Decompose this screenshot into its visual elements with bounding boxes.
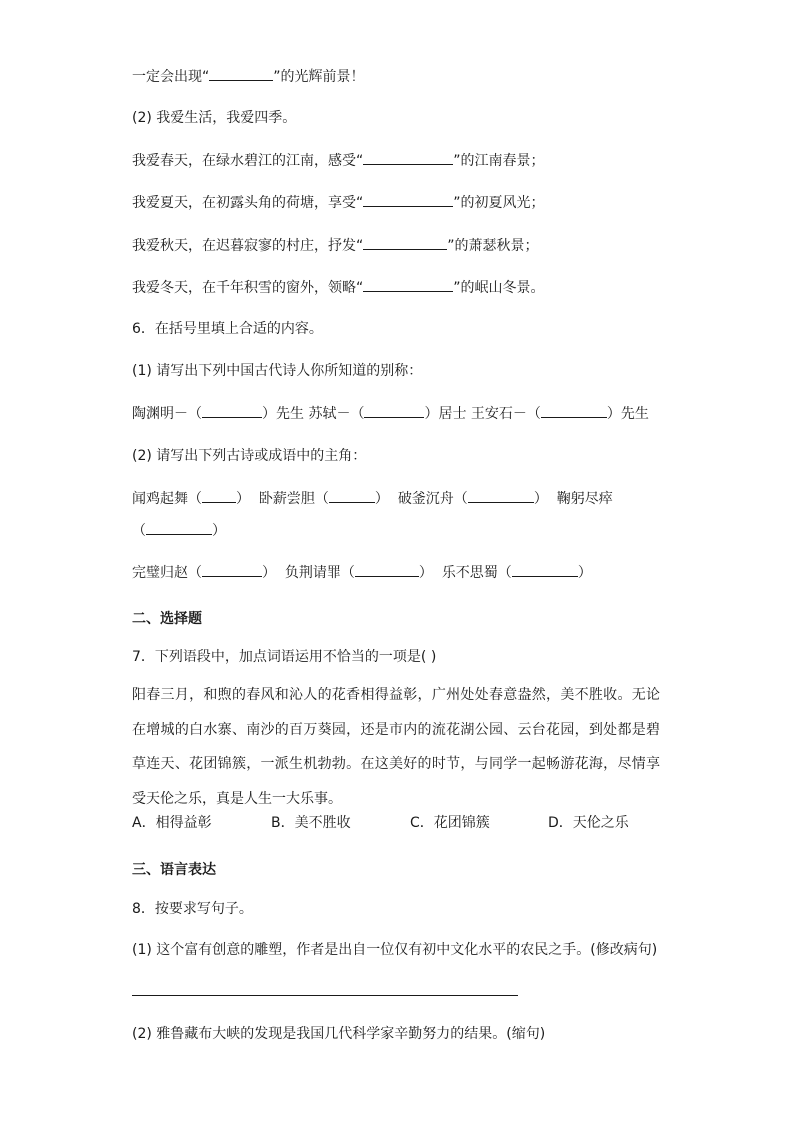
- su-post: ）居士: [424, 406, 467, 422]
- q5-line1-post: ”的光辉前景！: [273, 69, 365, 85]
- q5-sub2-label: (2) 我爱生活，我爱四季。: [132, 110, 297, 126]
- q7-option-b[interactable]: B．美不胜收: [271, 815, 351, 831]
- blank[interactable]: [468, 488, 534, 503]
- q7-option-d[interactable]: D．天伦之乐: [548, 815, 629, 831]
- blank[interactable]: [202, 403, 262, 418]
- spring-post: ”的江南春景；: [453, 153, 545, 169]
- blank[interactable]: [363, 235, 447, 250]
- q6-sub1: (1) 请写出下列中国古代诗人你所知道的别称：: [132, 363, 423, 379]
- autumn-post: ”的萧瑟秋景；: [447, 238, 539, 254]
- q8-sub2: (2) 雅鲁藏布大峡的发现是我国几代科学家辛勤努力的结果。(缩句): [132, 1026, 546, 1042]
- winter-pre: 我爱冬天，在千年积雪的窗外，领略“: [132, 280, 364, 296]
- blank[interactable]: [146, 520, 212, 535]
- autumn-pre: 我爱秋天，在迟暮寂寥的村庄，抒发“: [132, 238, 364, 254]
- wenji-label: 闻鸡起舞（: [132, 491, 202, 507]
- woxin-label: 卧薪尝胆（: [258, 491, 329, 507]
- q5-winter-line: [132, 277, 545, 298]
- close-paren: ）: [236, 491, 250, 507]
- q5-summer-line: [132, 192, 545, 213]
- tao-label: 陶渊明－（: [132, 406, 202, 422]
- section-3-title: 三、语言表达: [132, 862, 216, 878]
- wang-label: 王安石－（: [470, 406, 541, 422]
- close-paren: ）: [577, 565, 592, 581]
- q6-idioms-line-3: [132, 562, 592, 583]
- blank[interactable]: [512, 562, 578, 577]
- q6-idioms-line-1: [132, 488, 613, 509]
- section-2-title: 二、选择题: [132, 611, 202, 627]
- blank[interactable]: [209, 66, 273, 81]
- blank[interactable]: [364, 403, 424, 418]
- blank[interactable]: [541, 403, 607, 418]
- blank[interactable]: [363, 192, 453, 207]
- q7-passage: 阳春三月，和煦的春风和沁人的花香相得益彰，广州处处春意盎然，美不胜收。无论在增城的白水寨、南沙的百万葵园，还是市内的流花湖公园、云台花园，到处都是碧草连天、花团锦簇，一派生机勃勃。在这美好的时节，与同学一起畅游花海，尽情享受天伦之乐，真是人生一大乐事。: [132, 687, 660, 807]
- answer-line[interactable]: [132, 995, 518, 996]
- open-paren: （: [132, 523, 146, 539]
- pofu-label: 破釜沉舟（: [397, 491, 468, 507]
- close-paren: ）: [212, 523, 226, 539]
- q7-option-c[interactable]: C．花团锦簇: [410, 815, 490, 831]
- close-paren: ）: [262, 565, 276, 581]
- q6-sub2: (2) 请写出下列古诗或成语中的主角：: [132, 448, 367, 464]
- q5-autumn-line: [132, 235, 539, 256]
- blank[interactable]: [329, 488, 375, 503]
- q7-option-a[interactable]: A．相得益彰: [132, 815, 212, 831]
- blank[interactable]: [363, 277, 453, 292]
- close-paren: ）: [533, 491, 548, 507]
- q6-poets-line: [132, 403, 649, 424]
- q5-line-1: [132, 66, 365, 87]
- blank[interactable]: [363, 150, 453, 165]
- blank[interactable]: [202, 562, 262, 577]
- jugong-label: 鞠躬尽瘁: [556, 491, 613, 507]
- close-paren: ）: [374, 491, 389, 507]
- q6-title: 6．在括号里填上合适的内容。: [132, 321, 323, 337]
- q5-line1-pre: 一定会出现“: [132, 69, 210, 85]
- wanbi-label: 完璧归赵（: [132, 565, 202, 581]
- summer-pre: 我爱夏天，在初露头角的荷塘，享受“: [132, 195, 364, 211]
- winter-post: ”的岷山冬景。: [453, 280, 545, 296]
- blank[interactable]: [202, 488, 236, 503]
- tao-post: ）先生: [262, 406, 304, 422]
- q7-stem: 7．下列语段中，加点词语运用不恰当的一项是( ): [132, 649, 437, 665]
- q8-title: 8．按要求写句子。: [132, 901, 253, 917]
- q5-spring-line: [132, 150, 545, 171]
- close-paren: ）: [418, 565, 433, 581]
- fujing-label: 负荆请罪（: [284, 565, 355, 581]
- q6-idioms-line-2: [132, 520, 226, 541]
- summer-post: ”的初夏风光；: [453, 195, 545, 211]
- lebu-label: 乐不思蜀（: [441, 565, 512, 581]
- su-label: 苏轼－（: [308, 406, 365, 422]
- blank[interactable]: [355, 562, 419, 577]
- wang-post: ）先生: [606, 406, 649, 422]
- q8-sub1: (1) 这个富有创意的雕塑，作者是出自一位仅有初中文化水平的农民之手。(修改病句): [132, 942, 658, 958]
- spring-pre: 我爱春天，在绿水碧江的江南，感受“: [132, 153, 364, 169]
